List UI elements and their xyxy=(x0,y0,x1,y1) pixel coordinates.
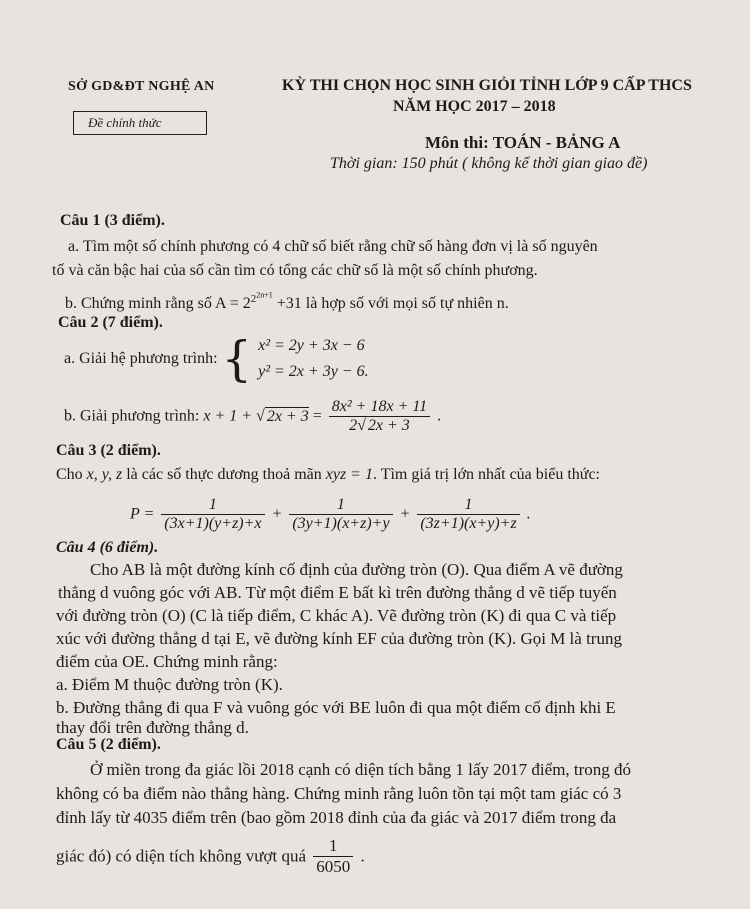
q3-fraction-3: $\frac{1}{(3z+1)(x+y)+z}$ xyxy=(417,496,519,533)
q1-title: Câu 1 (3 điểm). xyxy=(60,212,165,229)
q3-title: Câu 3 (2 điểm). xyxy=(56,442,161,459)
q2-b-sqrt: 2x + 3 xyxy=(266,407,309,425)
q1-b-formula: $A = 2^{2^{2n+1}} +31$ xyxy=(215,290,302,312)
exam-time: Thời gian: 150 phút ( không kể thời gian giao đề) xyxy=(330,155,648,172)
q2-a-prefix: a. Giải hệ phương trình: xyxy=(64,350,218,367)
q3-fraction-2: $\frac{1}{(3y+1)(x+z)+y}$ xyxy=(289,496,392,533)
exam-title: KỲ THI CHỌN HỌC SINH GIỎI TỈNH LỚP 9 CẤP THCS xyxy=(282,77,692,94)
q2-b-end: . xyxy=(437,407,442,425)
q2-eq1: x² = 2y + 3x − 6 xyxy=(258,337,365,354)
q4-b-line1: b. Đường thẳng đi qua F và vuông góc với BE luôn đi qua một điểm cố định khi E xyxy=(56,698,616,717)
q5-fraction: $\frac{1}{6050}$ xyxy=(313,836,353,877)
q2-title: Câu 2 (7 điểm). xyxy=(58,314,163,331)
q3-expression: P = $\frac{1}{(3x+1)(y+z)+x}$ + $\frac{1}{(3y+1)(x+z)+y}$ + $\frac{1}{(3z+1)(x+y)+z}$ . xyxy=(130,496,531,532)
q5-line1: Ở miền trong đa giác lồi 2018 cạnh có diện tích bằng 1 lấy 2017 điểm, trong đó xyxy=(90,760,632,779)
q4-line1: Cho AB là một đường kính cố định của đường tròn (O). Qua điểm A vẽ đường xyxy=(90,560,623,579)
system-brace: { xyxy=(221,331,253,387)
q1-b-suffix: là hợp số với mọi số tự nhiên n. xyxy=(305,294,509,312)
q2-b-fraction xyxy=(329,398,430,435)
q4-line4: xúc với đường thẳng d tại E, vẽ đường kính EF của đường tròn (K). Gọi M là trung xyxy=(56,629,622,648)
q2-eq2: y² = 2x + 3y − 6. xyxy=(258,363,369,380)
q5-title: Câu 5 (2 điểm). xyxy=(56,736,161,753)
q2-b-equals: = xyxy=(312,407,322,425)
department-name: SỞ GD&ĐT NGHỆ AN xyxy=(68,79,215,94)
q3-vars: x, y, z xyxy=(86,466,123,483)
q5-line3: đỉnh lấy từ 4035 điểm trên (bao gồm 2018 đỉnh của đa giác và 2017 điểm trong đa xyxy=(56,808,617,827)
q3-condition: xyz = 1 xyxy=(325,466,373,483)
q3-fraction-1: $\frac{1}{(3x+1)(y+z)+x}$ xyxy=(161,496,264,533)
q2-b-left: x + 1 + xyxy=(203,407,253,425)
school-year: NĂM HỌC 2017 – 2018 xyxy=(393,98,556,115)
q5-line4: giác đó) có diện tích không vượt quá $\frac{1}{6050}$ . xyxy=(56,836,365,876)
q1-b-prefix: b. Chứng minh rằng số xyxy=(65,294,212,312)
q4-a: a. Điểm M thuộc đường tròn (K). xyxy=(56,675,283,694)
q4-title: Câu 4 (6 điểm). xyxy=(56,539,159,556)
q4-line2: thẳng d vuông góc với AB. Từ một điểm E bất kì trên đường thẳng d vẽ tiếp tuyến xyxy=(58,583,617,602)
official-label: Đề chính thức xyxy=(73,111,207,135)
q1-a-line1: a. Tìm một số chính phương có 4 chữ số biết rằng chữ số hàng đơn vị là số nguyên xyxy=(68,238,598,255)
sqrt-symbol: √ 2x + 3 xyxy=(256,407,309,425)
q2-b-denominator: 2√ 2x + 3 xyxy=(349,417,410,434)
q5-line2: không có ba điểm nào thẳng hàng. Chứng minh rằng luôn tồn tại một tam giác có 3 xyxy=(56,784,622,803)
q3-intro: Cho x, y, z là các số thực dương thoả mãn xyz = 1. Tìm giá trị lớn nhất của biểu thức: xyxy=(56,466,600,483)
q2-b xyxy=(64,398,441,435)
q4-line5: điểm của OE. Chứng minh rằng: xyxy=(56,652,278,671)
equation-system xyxy=(258,333,369,385)
subject: Môn thi: TOÁN - BẢNG A xyxy=(425,133,621,152)
p-lhs: P = xyxy=(130,505,155,523)
q2-b-prefix: b. Giải phương trình: xyxy=(64,407,200,425)
q2-b-numerator: 8x² + 18x + 11 xyxy=(329,398,430,417)
q4-b-line2: thay đổi trên đường thẳng d. xyxy=(56,718,249,737)
q1-a-line2: tố và căn bậc hai của số cần tìm có tổng các chữ số là một số chính phương. xyxy=(52,262,538,279)
q1-b xyxy=(65,290,509,313)
q2-a xyxy=(64,333,369,385)
q4-line3: với đường tròn (O) (C là tiếp điểm, C khác A). Vẽ đường tròn (K) đi qua C và tiếp xyxy=(56,606,617,625)
